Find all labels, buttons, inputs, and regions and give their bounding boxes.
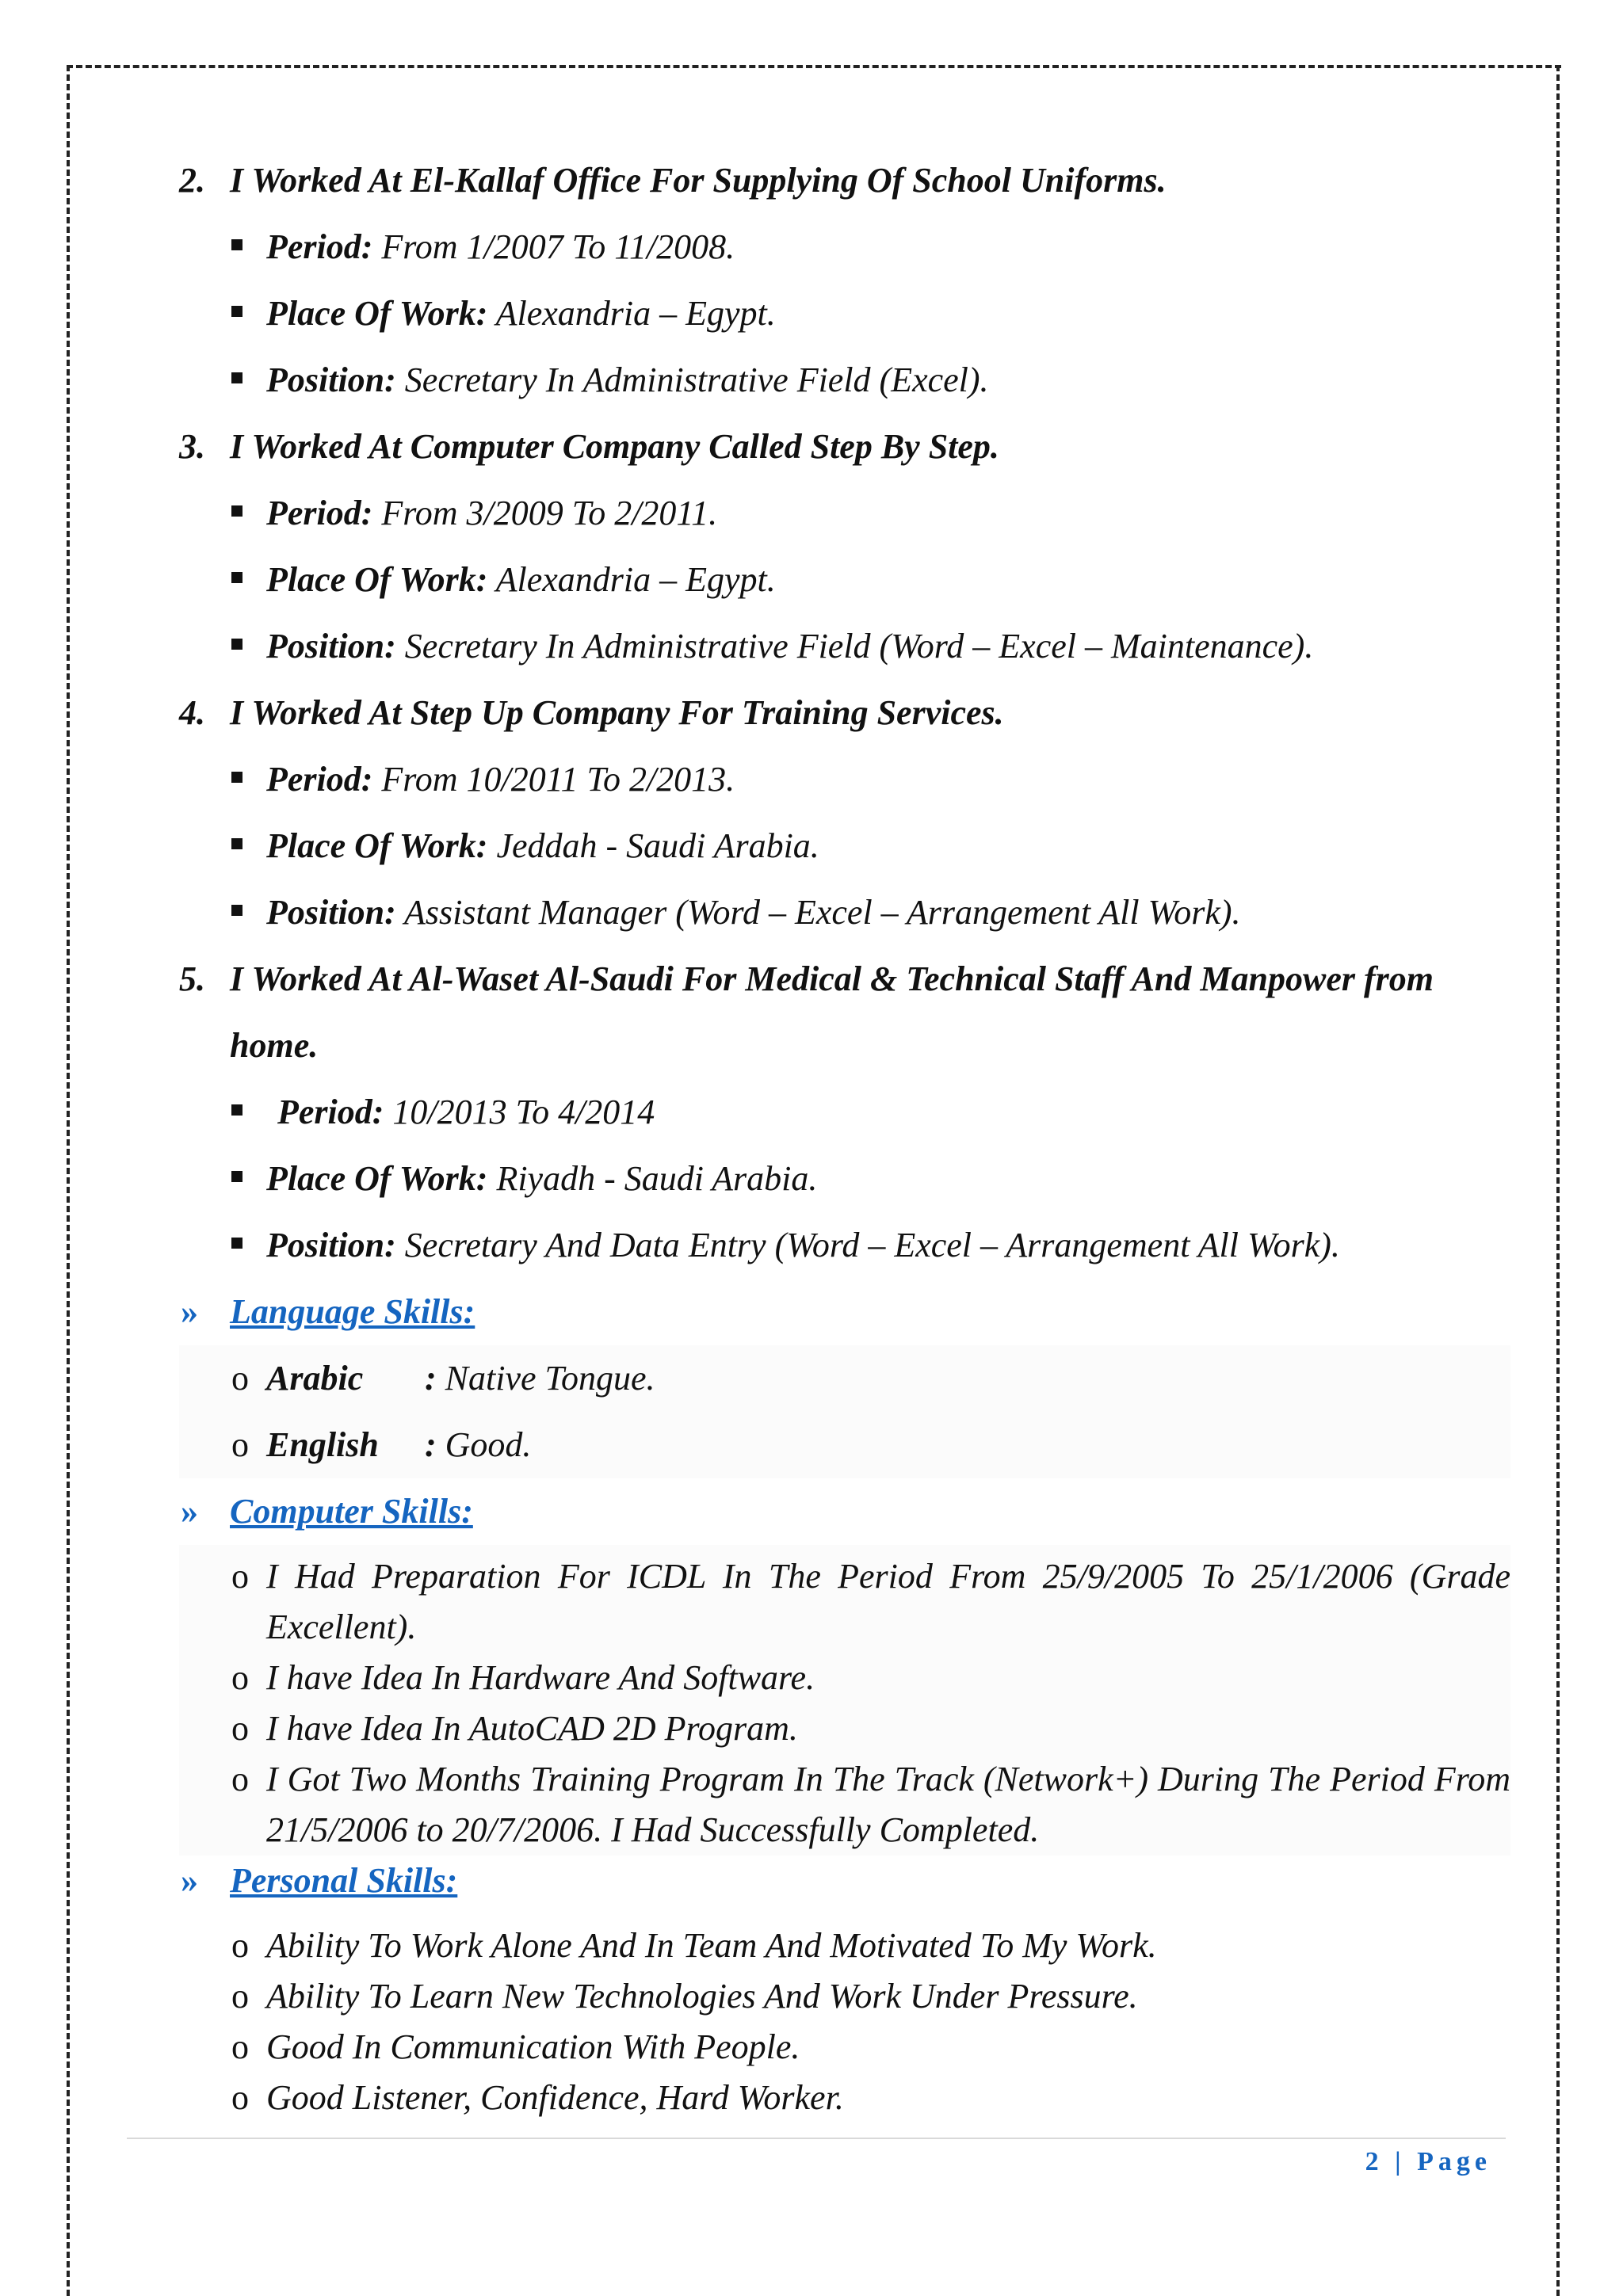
circle-bullet-icon: o <box>231 1359 249 1398</box>
job-title <box>179 147 1510 214</box>
place-value: Riyadh - Saudi Arabia. <box>487 1159 818 1198</box>
circle-bullet-icon: o <box>231 1709 249 1748</box>
job-title-text: I Worked At Computer Company Called Step By Step. <box>230 427 999 466</box>
position-value: Secretary In Administrative Field (Excel). <box>395 360 989 399</box>
period-value: From 10/2011 To 2/2013. <box>372 760 735 799</box>
circle-bullet-icon: o <box>231 1926 249 1965</box>
skill-item <box>179 1920 1510 1971</box>
computer-skills-list <box>179 1545 1510 1855</box>
language-list <box>179 1345 1510 1478</box>
skill-item <box>179 1703 1510 1754</box>
period-label: Period: <box>266 494 373 532</box>
section-title: Personal Skills: <box>230 1861 458 1900</box>
language-item <box>179 1345 1510 1412</box>
skill-item <box>179 1551 1510 1653</box>
chevron-right-icon: » <box>181 1492 198 1531</box>
job-title <box>179 680 1510 746</box>
place-label: Place Of Work: <box>266 826 488 865</box>
job-title-text: I Worked At El-Kallaf Office For Supplying Of School Uniforms. <box>230 161 1167 200</box>
square-bullet-icon <box>231 572 242 583</box>
period-value: 10/2013 To 4/2014 <box>384 1093 655 1131</box>
job-place <box>179 1146 1510 1212</box>
job-number: 2. <box>179 161 205 200</box>
square-bullet-icon <box>231 1238 242 1249</box>
square-bullet-icon <box>231 838 242 849</box>
position-label: Position: <box>266 627 396 666</box>
job-period <box>179 480 1510 547</box>
square-bullet-icon <box>231 372 242 383</box>
section-title: Computer Skills: <box>230 1492 473 1531</box>
circle-bullet-icon: o <box>231 2078 249 2117</box>
personal-skills-list <box>179 1906 1510 2123</box>
skill-item <box>179 2073 1510 2123</box>
period-value: From 3/2009 To 2/2011. <box>372 494 718 532</box>
job-period <box>179 214 1510 280</box>
circle-bullet-icon: o <box>231 1977 249 2016</box>
computer-skills-heading <box>179 1478 1510 1545</box>
square-bullet-icon <box>231 639 242 650</box>
skill-text: I Got Two Months Training Program In The Track (Network+) During The Period From 21/5/2006 to 20/7/2006. I Had Successfully Completed. <box>266 1760 1510 1849</box>
chevron-right-icon: » <box>181 1292 198 1331</box>
period-value: From 1/2007 To 11/2008. <box>372 227 735 266</box>
skill-text: I Had Preparation For ICDL In The Period From 25/9/2005 To 25/1/2006 (Grade Excellent). <box>266 1557 1510 1646</box>
page-border-left <box>67 65 70 2296</box>
job-title-text: I Worked At Al-Waset Al-Saudi For Medical & Technical Staff And Manpower from home. <box>230 959 1434 1065</box>
job-place <box>179 547 1510 613</box>
job-period <box>179 1079 1510 1146</box>
circle-bullet-icon: o <box>231 2027 249 2066</box>
chevron-right-icon: » <box>181 1861 198 1900</box>
position-label: Position: <box>266 893 396 932</box>
page-separator: | <box>1383 2147 1418 2176</box>
skill-text: Good Listener, Confidence, Hard Worker. <box>266 2078 844 2117</box>
job-title <box>179 414 1510 480</box>
language-name: Arabic <box>266 1359 364 1398</box>
footer-divider <box>127 2138 1506 2139</box>
job-period <box>179 746 1510 813</box>
square-bullet-icon <box>231 1104 242 1116</box>
place-value: Alexandria – Egypt. <box>487 294 776 333</box>
job-position <box>179 1212 1510 1279</box>
page-number: 2 <box>1365 2147 1384 2176</box>
section-title: Language Skills: <box>230 1292 475 1331</box>
job-number: 5. <box>179 959 205 998</box>
circle-bullet-icon: o <box>231 1658 249 1697</box>
position-label: Position: <box>266 1226 396 1264</box>
position-label: Position: <box>266 360 396 399</box>
square-bullet-icon <box>231 1171 242 1182</box>
document-body <box>179 147 1510 2123</box>
square-bullet-icon <box>231 905 242 916</box>
place-label: Place Of Work: <box>266 294 488 333</box>
place-value: Alexandria – Egypt. <box>487 560 776 599</box>
job-place <box>179 280 1510 347</box>
language-item <box>179 1412 1510 1478</box>
personal-skills-heading <box>179 1855 1510 1906</box>
job-title <box>179 946 1510 1079</box>
skill-item <box>179 1653 1510 1703</box>
skill-text: I have Idea In AutoCAD 2D Program. <box>266 1709 798 1748</box>
place-label: Place Of Work: <box>266 560 488 599</box>
skill-text: I have Idea In Hardware And Software. <box>266 1658 815 1697</box>
circle-bullet-icon: o <box>231 1760 249 1798</box>
circle-bullet-icon: o <box>231 1425 249 1464</box>
position-value: Secretary In Administrative Field (Word – Excel – Maintenance). <box>395 627 1314 666</box>
page-footer <box>1365 2147 1491 2177</box>
page-border-top <box>67 65 1561 68</box>
period-label: Period: <box>277 1093 384 1131</box>
period-label: Period: <box>266 760 373 799</box>
skill-text: Ability To Work Alone And In Team And Motivated To My Work. <box>266 1926 1157 1965</box>
language-colon: : <box>425 1359 437 1398</box>
job-position <box>179 879 1510 946</box>
skill-text: Good In Communication With People. <box>266 2027 800 2066</box>
skill-item <box>179 1754 1510 1855</box>
position-value: Secretary And Data Entry (Word – Excel – Arrangement All Work). <box>395 1226 1340 1264</box>
job-number: 4. <box>179 693 205 732</box>
place-label: Place Of Work: <box>266 1159 488 1198</box>
job-position <box>179 613 1510 680</box>
square-bullet-icon <box>231 772 242 783</box>
period-label: Period: <box>266 227 373 266</box>
skill-text: Ability To Learn New Technologies And Work Under Pressure. <box>266 1977 1138 2016</box>
skill-item <box>179 1971 1510 2022</box>
page-border-right <box>1556 65 1560 2296</box>
job-title-text: I Worked At Step Up Company For Training Services. <box>230 693 1004 732</box>
square-bullet-icon <box>231 239 242 250</box>
job-number: 3. <box>179 427 205 466</box>
skill-item <box>179 2022 1510 2073</box>
language-level: Native Tongue. <box>436 1359 655 1398</box>
language-skills-heading <box>179 1279 1510 1345</box>
circle-bullet-icon: o <box>231 1557 249 1596</box>
square-bullet-icon <box>231 505 242 517</box>
job-position <box>179 347 1510 414</box>
position-value: Assistant Manager (Word – Excel – Arrangement All Work). <box>395 893 1241 932</box>
page-word: Page <box>1417 2147 1491 2176</box>
language-level: Good. <box>436 1425 532 1464</box>
square-bullet-icon <box>231 306 242 317</box>
language-name: English <box>266 1425 379 1464</box>
language-colon: : <box>425 1425 437 1464</box>
place-value: Jeddah - Saudi Arabia. <box>487 826 819 865</box>
job-place <box>179 813 1510 879</box>
